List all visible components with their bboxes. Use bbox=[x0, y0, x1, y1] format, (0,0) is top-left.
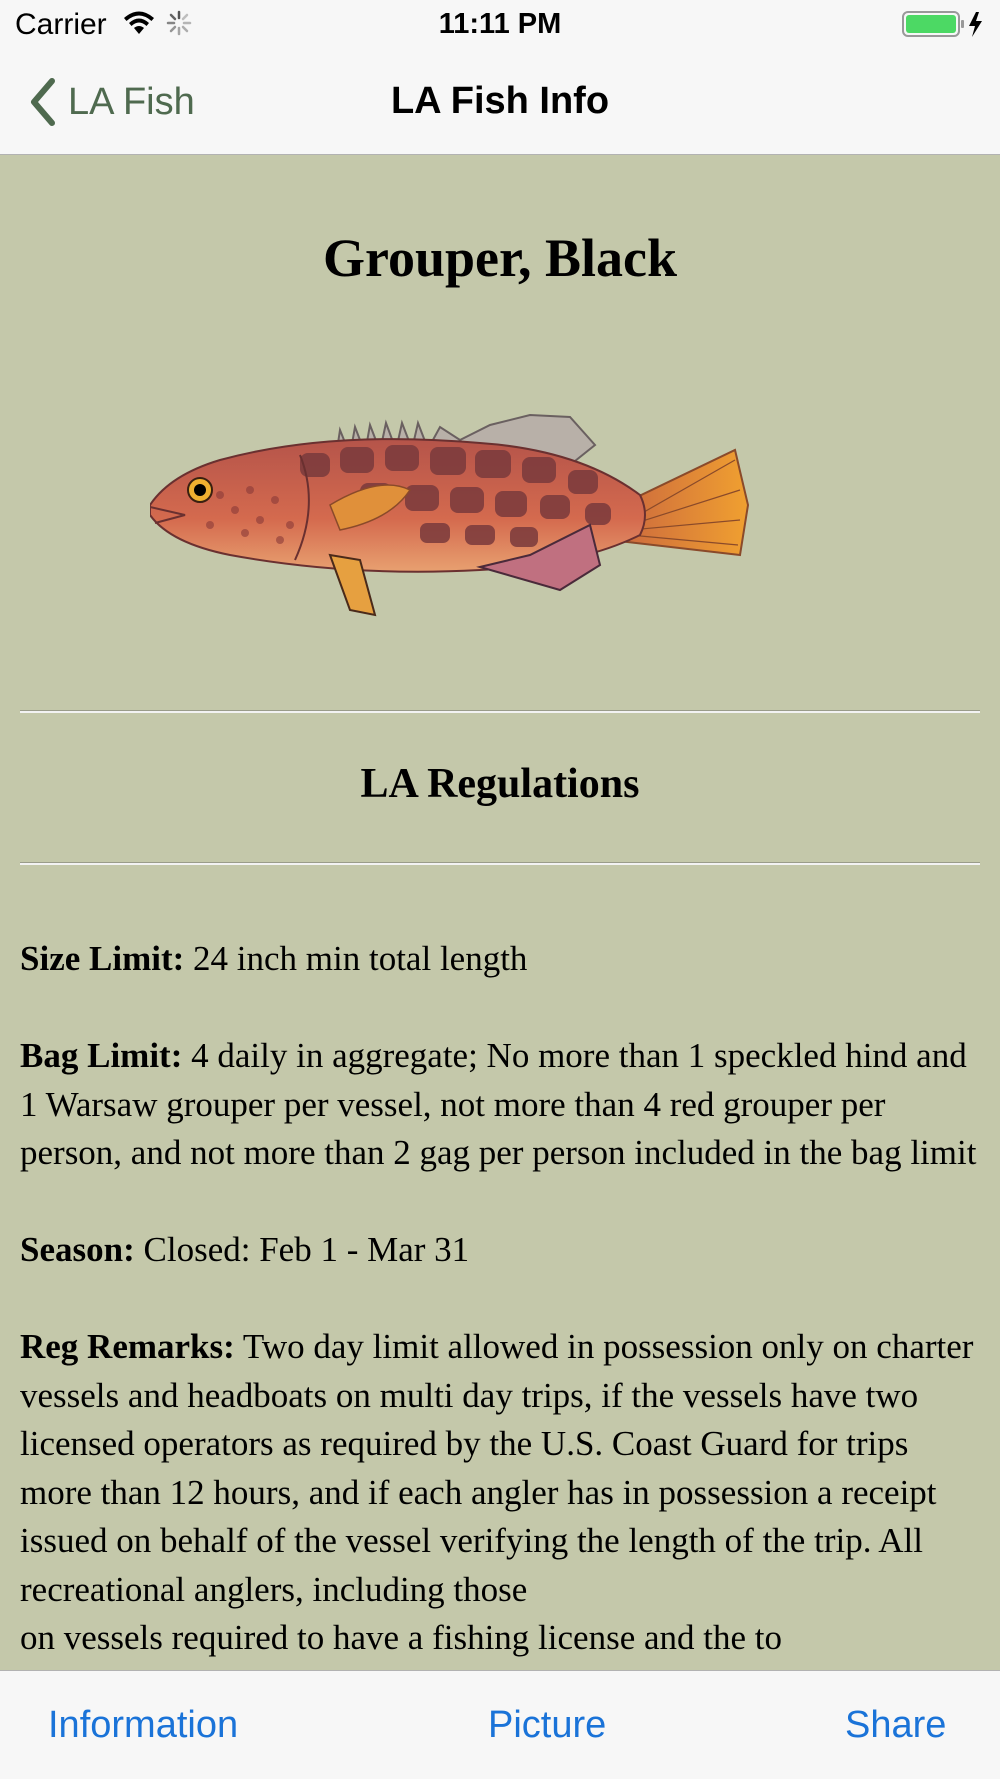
charging-bolt-icon bbox=[969, 12, 982, 37]
size-limit-label: Size Limit: bbox=[20, 939, 185, 978]
divider bbox=[20, 710, 980, 713]
season-value: Closed: Feb 1 - Mar 31 bbox=[134, 1230, 470, 1269]
season-paragraph bbox=[20, 1226, 980, 1275]
reg-remarks-paragraph bbox=[20, 1323, 980, 1663]
battery-icon bbox=[902, 10, 986, 38]
size-limit-value: 24 inch min total length bbox=[184, 939, 528, 978]
reg-remarks-value: Two day limit allowed in possession only on charter vessels and headboats on multi day trips, if the vessels have two licensed operators as required by the U.S. Coast Guard for trips more than 12 hours, and if each angler has in possession a receipt issued on behalf of the vessel verifying the length of the trip. All recreational anglers, including those on vessels required to have a fishing license and the to bbox=[20, 1327, 974, 1657]
regulations-list bbox=[20, 935, 980, 1670]
fish-name-heading: Grouper, Black bbox=[322, 228, 678, 288]
size-limit-paragraph bbox=[20, 935, 980, 984]
reg-remarks-label: Reg Remarks: bbox=[20, 1327, 235, 1366]
bag-limit-label: Bag Limit: bbox=[20, 1036, 183, 1075]
fish-illustration bbox=[150, 355, 850, 655]
fish-info-content[interactable] bbox=[0, 155, 1000, 1670]
bag-limit-paragraph bbox=[20, 1032, 980, 1178]
page-title: LA Fish Info bbox=[390, 80, 610, 122]
regulations-heading: LA Regulations bbox=[360, 761, 640, 807]
bag-limit-value: 4 daily in aggregate; No more than 1 speckled hind and 1 Warsaw grouper per vessel, not more than 4 red grouper per person, and not more than 2 gag per person included in the bag limit bbox=[20, 1036, 977, 1172]
tab-picture[interactable]: Picture bbox=[488, 1704, 607, 1746]
divider bbox=[20, 862, 980, 865]
status-time: 11:11 PM bbox=[438, 8, 562, 40]
navigation-bar bbox=[0, 50, 1000, 155]
tab-share[interactable]: Share bbox=[845, 1704, 947, 1746]
tab-information[interactable]: Information bbox=[48, 1704, 239, 1746]
bottom-tab-bar bbox=[0, 1670, 1000, 1779]
carrier-label: Carrier bbox=[15, 8, 107, 41]
season-label: Season: bbox=[20, 1230, 135, 1269]
back-button-label: LA Fish bbox=[68, 80, 195, 123]
status-bar bbox=[0, 0, 1000, 50]
